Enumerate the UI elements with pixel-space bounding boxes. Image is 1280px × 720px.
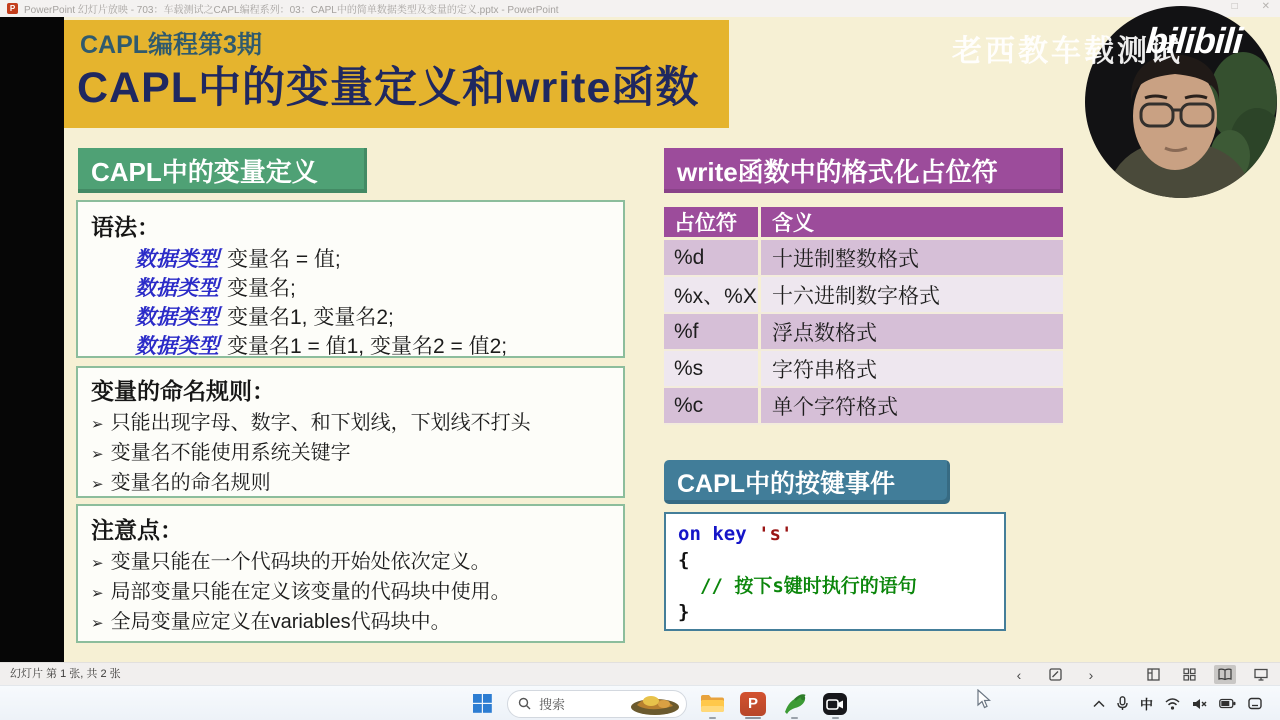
syntax-rest: 变量名1 = 值1, 变量名2 = 值2;	[227, 335, 508, 358]
running-indicator	[791, 717, 798, 720]
naming-rules-title: 变量的命名规则：	[91, 378, 275, 404]
syntax-line	[135, 274, 623, 303]
table-row: %c 单个字符格式	[664, 388, 1063, 425]
naming-rule-item: ➢ 变量名不能使用系统关键字	[91, 442, 351, 464]
table-header-placeholder: 占位符	[664, 207, 761, 237]
code-string: 's'	[758, 523, 793, 545]
note-item: ➢ 全局变量应定义在variables代码块中。	[91, 611, 451, 633]
bullet-arrow-icon: ➢	[91, 615, 104, 632]
slide-title-banner	[64, 20, 729, 128]
slideshow-icon	[1254, 668, 1268, 681]
bullet-arrow-icon: ➢	[91, 555, 104, 572]
slide-counter: 幻灯片 第 1 张, 共 2 张	[10, 668, 121, 680]
code-line-onkey	[678, 521, 992, 547]
series-kicker: CAPL编程第3期	[80, 31, 262, 59]
notification-icon[interactable]	[1248, 697, 1262, 710]
table-header-meaning: 含义	[772, 212, 814, 235]
code-line-close-brace: }	[678, 601, 690, 623]
restore-window-icon[interactable]: □	[1231, 1, 1238, 12]
code-line-open-brace: {	[678, 549, 690, 571]
slideshow-view-button[interactable]	[1250, 665, 1272, 684]
folder-icon	[700, 693, 725, 714]
powerpoint-statusbar	[0, 662, 1280, 685]
powerpoint-taskbar-icon[interactable]	[737, 687, 769, 720]
powerpoint-app-icon: P	[7, 3, 18, 14]
slide-sorter-view-button[interactable]	[1178, 665, 1200, 684]
bullet-arrow-icon: ➢	[91, 446, 104, 463]
datatype-token: 数据类型	[135, 334, 219, 358]
syntax-box	[76, 200, 625, 358]
running-indicator	[832, 717, 839, 720]
volume-muted-icon[interactable]	[1192, 698, 1207, 710]
syntax-rest: 变量名;	[227, 277, 296, 300]
bullet-arrow-icon: ➢	[91, 476, 104, 493]
code-keyword: on key	[678, 523, 747, 545]
search-placeholder: 搜索	[539, 697, 566, 712]
start-button[interactable]	[466, 687, 498, 720]
table-row: %s 字符串格式	[664, 351, 1063, 388]
notes-box	[76, 504, 625, 643]
naming-rule-item: ➢ 只能出现字母、数字、和下划线，下划线不打头	[91, 412, 531, 434]
datatype-token: 数据类型	[135, 305, 219, 329]
camera-app-icon	[822, 692, 848, 716]
wifi-icon[interactable]	[1165, 698, 1180, 710]
table-row: %f 浮点数格式	[664, 314, 1063, 351]
syntax-line	[135, 332, 623, 361]
grid-view-icon	[1183, 668, 1196, 681]
bilibili-logo: bilibili	[1144, 20, 1244, 61]
window-titlebar	[0, 0, 1280, 17]
syntax-rest: 变量名 = 值;	[227, 248, 341, 271]
mouse-cursor	[976, 689, 992, 709]
close-window-icon[interactable]: ✕	[1261, 1, 1270, 12]
datatype-token: 数据类型	[135, 247, 219, 271]
bullet-arrow-icon: ➢	[91, 585, 104, 602]
table-header-row	[664, 207, 1063, 240]
code-comment: // 按下s键时执行的语句	[700, 575, 917, 597]
code-sample-box	[664, 512, 1006, 631]
normal-view-icon	[1147, 668, 1160, 681]
window-title: PowerPoint 幻灯片放映 - 703：车载测试之CAPL编程系列：03：CAPL中的简单数据类型及变量的定义.pptx - PowerPoint	[24, 5, 559, 16]
notes-title: 注意点：	[91, 517, 183, 543]
tray-chevron-up-icon[interactable]	[1093, 700, 1105, 708]
running-indicator	[709, 717, 716, 720]
powerpoint-icon: P	[740, 692, 766, 716]
datatype-token: 数据类型	[135, 276, 219, 300]
next-slide-button[interactable]: ›	[1088, 666, 1094, 683]
table-row: %x、%X 十六进制数字格式	[664, 277, 1063, 314]
section-header-key-events: CAPL中的按键事件	[664, 460, 950, 504]
previous-slide-button[interactable]: ‹	[1016, 666, 1022, 683]
recorder-app-icon[interactable]	[819, 687, 851, 720]
syntax-line	[135, 303, 623, 332]
ime-language-indicator[interactable]: 中	[1139, 697, 1153, 712]
microphone-icon[interactable]	[1117, 696, 1128, 711]
search-highlight-image[interactable]	[627, 692, 683, 716]
windows-logo-icon	[473, 694, 492, 713]
placeholder-table	[664, 207, 1063, 425]
search-icon	[518, 697, 531, 710]
file-explorer-icon[interactable]	[696, 687, 728, 720]
mantis-app-icon	[781, 692, 807, 716]
slide-left-black-bar	[0, 17, 64, 662]
table-row: %d 十进制整数格式	[664, 240, 1063, 277]
syntax-label: 语法：	[91, 214, 160, 240]
reading-view-button[interactable]	[1214, 665, 1236, 684]
bullet-arrow-icon: ➢	[91, 416, 104, 433]
syntax-rest: 变量名1, 变量名2;	[227, 306, 394, 329]
pen-icon	[1049, 668, 1062, 681]
section-header-write-placeholders: write函数中的格式化占位符	[664, 148, 1063, 193]
note-item: ➢ 局部变量只能在定义该变量的代码块中使用。	[91, 581, 511, 603]
green-app-icon[interactable]	[778, 687, 810, 720]
search-input[interactable]	[507, 690, 687, 718]
battery-icon[interactable]	[1219, 698, 1236, 709]
reading-view-icon	[1218, 668, 1232, 681]
channel-watermark: 老西教车载测试	[952, 35, 1183, 68]
slide-title: CAPL中的变量定义和write函数	[77, 64, 700, 112]
syntax-line	[135, 245, 623, 274]
normal-view-button[interactable]	[1142, 665, 1164, 684]
naming-rules-box	[76, 366, 625, 498]
section-header-variable-definition: CAPL中的变量定义	[78, 148, 367, 193]
note-item: ➢ 变量只能在一个代码块的开始处依次定义。	[91, 551, 491, 573]
annotation-pen-button[interactable]	[1044, 665, 1066, 684]
windows-taskbar	[0, 685, 1280, 720]
running-indicator-active	[745, 717, 761, 720]
naming-rule-item: ➢ 变量名的命名规则	[91, 472, 271, 494]
